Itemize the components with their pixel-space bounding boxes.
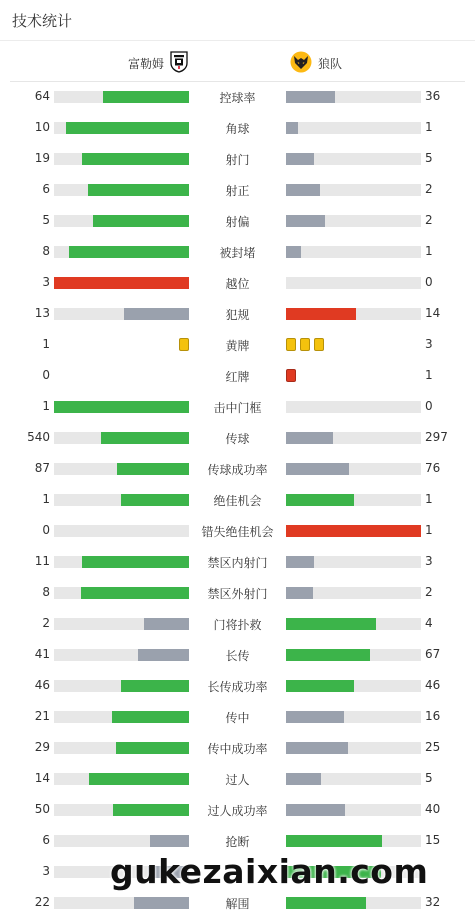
- away-value: 1: [425, 492, 433, 506]
- home-bar-fill: [69, 246, 189, 258]
- home-value: 0: [42, 368, 50, 382]
- home-bar-track: [54, 246, 189, 258]
- away-bar-fill: [286, 587, 313, 599]
- home-bar-fill: [93, 215, 189, 227]
- away-bar-fill: [286, 308, 356, 320]
- stat-label: 射门: [225, 153, 250, 167]
- home-bar-track: [54, 215, 189, 227]
- stat-row: [0, 794, 475, 825]
- stat-row: [0, 267, 475, 298]
- away-bar-fill: [286, 153, 314, 165]
- stat-label: 绝佳机会: [213, 494, 262, 508]
- home-value: 540: [27, 430, 50, 444]
- home-bar-fill: [89, 773, 189, 785]
- away-value: 25: [425, 740, 441, 754]
- home-bar-track: [54, 525, 189, 537]
- home-bar-fill: [117, 463, 189, 475]
- away-bar-fill: [286, 91, 335, 103]
- stat-label: 禁区外射门: [207, 587, 268, 601]
- away-bar-fill: [286, 525, 421, 537]
- home-bar-track: [54, 277, 189, 289]
- away-bar-track: [286, 618, 421, 630]
- stat-row: [0, 236, 475, 267]
- away-value: 32: [425, 895, 441, 909]
- home-bar-fill: [54, 277, 189, 289]
- card-icon: [286, 338, 296, 351]
- stat-row: [0, 391, 475, 422]
- home-value: 8: [42, 585, 50, 599]
- away-bar-track: [286, 91, 421, 103]
- stat-label: 被封堵: [219, 246, 256, 260]
- home-bar-fill: [82, 556, 189, 568]
- stat-label: 长传成功率: [207, 680, 268, 694]
- away-bar-track: [286, 773, 421, 785]
- stat-label: 黄牌: [225, 339, 250, 353]
- away-bar-track: [286, 804, 421, 816]
- home-bar-fill: [150, 835, 189, 847]
- away-bar-track: [286, 742, 421, 754]
- away-bar-fill: [286, 804, 345, 816]
- home-bar-track: [54, 91, 189, 103]
- home-bar-track: [54, 897, 189, 909]
- home-value: 5: [42, 213, 50, 227]
- away-bar-track: [286, 649, 421, 661]
- away-bar-track: [286, 680, 421, 692]
- stat-row: [0, 298, 475, 329]
- away-value: 1: [425, 523, 433, 537]
- stat-row: [0, 484, 475, 515]
- away-value: 15: [425, 833, 441, 847]
- home-bar-fill: [81, 587, 189, 599]
- stat-label: 传球成功率: [207, 463, 268, 477]
- away-value: 1: [425, 368, 433, 382]
- stats-list: [0, 81, 475, 918]
- away-value: 0: [425, 275, 433, 289]
- home-bar-track: [54, 401, 189, 413]
- stat-row: [0, 577, 475, 608]
- home-bar-track: [54, 835, 189, 847]
- home-bar-track: [54, 773, 189, 785]
- home-value: 8: [42, 244, 50, 258]
- home-bar-fill: [103, 91, 189, 103]
- home-value: 21: [34, 709, 50, 723]
- away-bar-track: [286, 215, 421, 227]
- stat-label: 控球率: [219, 91, 256, 105]
- home-bar-track: [54, 556, 189, 568]
- home-bar-fill: [88, 184, 189, 196]
- home-value: 46: [34, 678, 50, 692]
- away-bar-track: [286, 153, 421, 165]
- away-bar-track: [286, 494, 421, 506]
- stat-label: 射偏: [225, 215, 250, 229]
- home-value: 22: [34, 895, 50, 909]
- away-bar-fill: [286, 897, 366, 909]
- home-value: 41: [34, 647, 50, 661]
- stat-row: [0, 670, 475, 701]
- away-bar-track: [286, 432, 421, 444]
- home-value: 0: [42, 523, 50, 537]
- stat-row: [0, 143, 475, 174]
- stat-row: [0, 732, 475, 763]
- stat-label: 射正: [225, 184, 250, 198]
- away-value: 1: [425, 244, 433, 258]
- away-bar-fill: [286, 184, 320, 196]
- away-bar-track: [286, 897, 421, 909]
- away-bar-fill: [286, 618, 376, 630]
- away-value: 1: [425, 120, 433, 134]
- stat-row: [0, 546, 475, 577]
- away-bar-track: [286, 835, 421, 847]
- stat-label: 过人成功率: [207, 804, 268, 818]
- away-bar-fill: [286, 835, 382, 847]
- home-bar-track: [54, 494, 189, 506]
- home-value: 6: [42, 833, 50, 847]
- stat-label: 抢断: [225, 835, 250, 849]
- away-bar-fill: [286, 215, 325, 227]
- stat-row: [0, 205, 475, 236]
- stat-row: [0, 174, 475, 205]
- away-bar-fill: [286, 494, 354, 506]
- stat-label: 过人: [225, 773, 250, 787]
- stat-label: 犯规: [225, 308, 250, 322]
- fulham-crest-icon: [170, 51, 188, 76]
- away-value: 0: [425, 399, 433, 413]
- away-value: 67: [425, 647, 441, 661]
- home-bar-fill: [124, 308, 189, 320]
- home-bar-track: [54, 432, 189, 444]
- away-bar-track: [286, 246, 421, 258]
- away-bar-fill: [286, 649, 370, 661]
- home-team-name: 富勒姆: [127, 57, 164, 71]
- away-value: 16: [425, 709, 441, 723]
- card-icon: [179, 338, 189, 351]
- team-header: [0, 41, 475, 81]
- home-bar-fill: [112, 711, 189, 723]
- home-value: 64: [34, 89, 50, 103]
- stat-label: 角球: [225, 122, 250, 136]
- stat-label: 击中门框: [213, 401, 262, 415]
- stat-row: [0, 453, 475, 484]
- away-cards: [286, 338, 324, 351]
- home-bar-track: [54, 308, 189, 320]
- home-value: 1: [42, 399, 50, 413]
- stat-label: 错失绝佳机会: [201, 525, 274, 539]
- home-value: 13: [34, 306, 50, 320]
- away-value: 2: [425, 213, 433, 227]
- home-value: 1: [42, 492, 50, 506]
- page-title: 技术统计: [12, 12, 73, 30]
- home-value: 29: [34, 740, 50, 754]
- away-bar-fill: [286, 711, 344, 723]
- away-bar-fill: [286, 773, 321, 785]
- home-value: 87: [34, 461, 50, 475]
- away-bar-track: [286, 122, 421, 134]
- home-team[interactable]: [128, 51, 188, 76]
- away-value: 14: [425, 306, 441, 320]
- home-bar-fill: [101, 432, 189, 444]
- stat-row: [0, 81, 475, 112]
- away-value: 2: [425, 585, 433, 599]
- home-bar-track: [54, 122, 189, 134]
- away-bar-track: [286, 184, 421, 196]
- away-value: 3: [425, 554, 433, 568]
- stat-label: 越位: [225, 277, 250, 291]
- stat-label: 长传: [225, 649, 250, 663]
- home-value: 11: [34, 554, 50, 568]
- stat-row: [0, 887, 475, 918]
- home-bar-track: [54, 742, 189, 754]
- home-value: 3: [42, 275, 50, 289]
- away-value: 3: [425, 337, 433, 351]
- home-value: 2: [42, 616, 50, 630]
- stat-label: 传中成功率: [207, 742, 268, 756]
- home-bar-track: [54, 153, 189, 165]
- stat-label: 禁区内射门: [207, 556, 268, 570]
- watermark: gukezaixian.com: [110, 852, 429, 891]
- away-cards: [286, 369, 296, 382]
- away-bar-fill: [286, 432, 333, 444]
- away-bar-fill: [286, 680, 354, 692]
- stat-row: [0, 515, 475, 546]
- home-bar-track: [54, 711, 189, 723]
- home-bar-track: [54, 618, 189, 630]
- home-bar-track: [54, 587, 189, 599]
- home-bar-track: [54, 680, 189, 692]
- away-value: 46: [425, 678, 441, 692]
- away-bar-track: [286, 556, 421, 568]
- away-bar-track: [286, 587, 421, 599]
- wolves-crest-icon: [290, 51, 312, 76]
- stat-row: [0, 112, 475, 143]
- card-icon: [314, 338, 324, 351]
- home-bar-fill: [116, 742, 189, 754]
- home-bar-track: [54, 463, 189, 475]
- home-value: 1: [42, 337, 50, 351]
- card-icon: [300, 338, 310, 351]
- home-value: 6: [42, 182, 50, 196]
- away-bar-fill: [286, 463, 349, 475]
- home-bar-fill: [134, 897, 189, 909]
- home-value: 50: [34, 802, 50, 816]
- stat-label: 传中: [225, 711, 250, 725]
- home-bar-fill: [54, 401, 189, 413]
- away-bar-fill: [286, 556, 314, 568]
- stat-row: [0, 329, 475, 360]
- away-value: 2: [425, 182, 433, 196]
- home-bar-fill: [66, 122, 189, 134]
- card-icon: [286, 369, 296, 382]
- away-value: 40: [425, 802, 441, 816]
- home-value: 3: [42, 864, 50, 878]
- away-bar-track: [286, 463, 421, 475]
- home-value: 14: [34, 771, 50, 785]
- away-bar-fill: [286, 742, 348, 754]
- away-team[interactable]: [290, 51, 342, 76]
- away-bar-track: [286, 277, 421, 289]
- home-value: 10: [34, 120, 50, 134]
- stat-label: 解围: [225, 897, 250, 911]
- stat-label: 红牌: [225, 370, 250, 384]
- home-bar-fill: [121, 494, 189, 506]
- stat-label: 门将扑救: [213, 618, 262, 632]
- home-bar-track: [54, 804, 189, 816]
- home-bar-fill: [113, 804, 189, 816]
- home-bar-fill: [144, 618, 189, 630]
- away-bar-fill: [286, 122, 298, 134]
- away-bar-fill: [286, 246, 301, 258]
- away-bar-track: [286, 711, 421, 723]
- away-value: 36: [425, 89, 441, 103]
- stat-row: [0, 639, 475, 670]
- home-bar-track: [54, 649, 189, 661]
- home-bar-track: [54, 184, 189, 196]
- away-value: 5: [425, 771, 433, 785]
- away-bar-track: [286, 401, 421, 413]
- away-team-name: 狼队: [318, 57, 343, 71]
- stat-row: [0, 360, 475, 391]
- away-value: 76: [425, 461, 441, 475]
- away-value: 4: [425, 616, 433, 630]
- home-bar-fill: [82, 153, 189, 165]
- home-bar-fill: [121, 680, 189, 692]
- away-value: 297: [425, 430, 448, 444]
- away-bar-track: [286, 525, 421, 537]
- away-value: 5: [425, 151, 433, 165]
- home-bar-fill: [138, 649, 189, 661]
- stat-row: [0, 422, 475, 453]
- away-bar-track: [286, 308, 421, 320]
- stat-row: [0, 701, 475, 732]
- home-value: 19: [34, 151, 50, 165]
- stat-row: [0, 608, 475, 639]
- stat-label: 传球: [225, 432, 250, 446]
- stat-row: [0, 763, 475, 794]
- home-cards: [179, 338, 189, 351]
